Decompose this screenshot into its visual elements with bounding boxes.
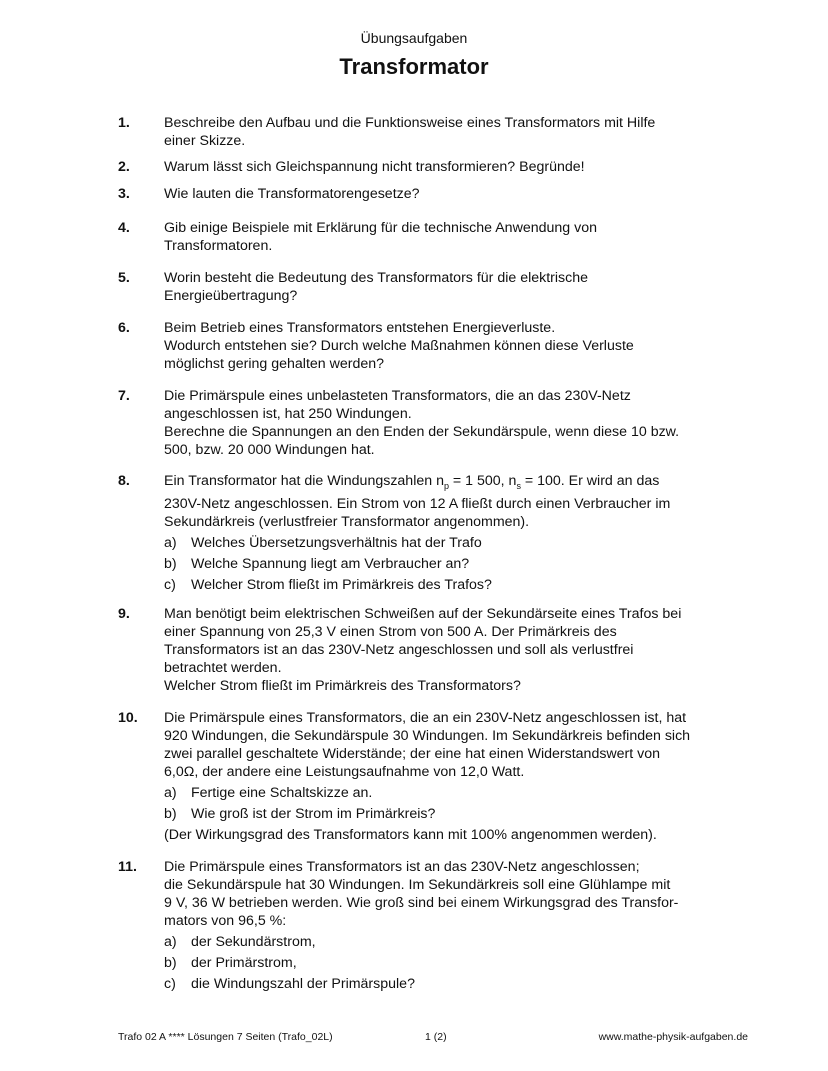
page-title: Transformator [339,54,489,79]
task-number: 2. [118,159,130,175]
subtask [164,534,754,552]
task-text-line: einer Skizze. [164,133,246,149]
task-text-line: mators von 96,5 %: [164,913,287,929]
task-number: 1. [118,115,130,131]
task-number: 5. [118,270,130,286]
task-number: 9. [118,606,130,622]
task-text-line: Welcher Strom fließt im Primärkreis des Transformators? [164,678,521,694]
task-text-line: angeschlossen ist, hat 250 Windungen. [164,406,412,422]
task-number: 4. [118,220,130,236]
task-text-line: Die Primärspule eines unbelasteten Transformators, die an das 230V-Netz [164,388,631,404]
footer-page-number: 1 (2) [425,1031,447,1043]
text-part: = 100. Er wird an das [520,473,660,489]
task-text-line: Energieübertragung? [164,288,298,304]
subtask [164,576,754,594]
footer-website[interactable]: www.mathe-physik-aufgaben.de [598,1031,748,1043]
subscript: p [443,480,449,491]
subtask-label: a) [164,785,177,801]
task-number: 10. [118,710,138,726]
task-text-line: Berechne die Spannungen an den Enden der Sekundärspule, wenn diese 10 bzw. [164,424,680,440]
task-text-line: Die Primärspule eines Transformators, die an ein 230V-Netz angeschlossen ist, hat [164,710,687,726]
subtask [164,555,754,573]
subtask-text: der Primärstrom, [191,955,297,971]
task-text-line: Man benötigt beim elektrischen Schweißen auf der Sekundärseite eines Trafos bei [164,606,682,622]
task-text-line: die Sekundärspule hat 30 Windungen. Im Sekundärkreis soll eine Glühlampe mit [164,877,671,893]
page-subtitle: Übungsaufgaben [360,30,468,46]
task-text-line: 6,0Ω, der andere eine Leistungsaufnahme von 12,0 Watt. [164,764,525,780]
task-number: 11. [118,859,137,875]
subtask-label: c) [164,976,176,992]
subtask-label: a) [164,534,177,551]
task-text-line: Die Primärspule eines Transformators ist an das 230V-Netz angeschlossen; [164,859,640,875]
task-text-line: betrachtet werden. [164,660,282,676]
subtask [164,975,754,993]
task-text-line: Warum lässt sich Gleichspannung nicht transformieren? Begründe! [164,159,585,175]
task-text-line [164,472,754,495]
footer-left: Trafo 02 A **** Lösungen 7 Seiten (Trafo_02L) [118,1031,333,1043]
subtask-text: Welches Übersetzungsverhältnis hat der Trafo [191,534,482,551]
subtask-text: die Windungszahl der Primärspule? [191,976,415,992]
task-text-line: Beschreibe den Aufbau und die Funktionsweise eines Transformators mit Hilfe [164,115,656,131]
task-text-line: 920 Windungen, die Sekundärspule 30 Windungen. Im Sekundärkreis befinden sich [164,728,691,744]
task-number: 6. [118,320,130,336]
task-text-line: Worin besteht die Bedeutung des Transformators für die elektrische [164,270,589,286]
task-text-line: möglichst gering gehalten werden? [164,356,385,372]
task-text-line: Beim Betrieb eines Transformators entstehen Energieverluste. [164,320,556,336]
task-text-line: Transformators ist an das 230V-Netz angeschlossen und soll als verlustfrei [164,642,634,658]
task-text-line: 9 V, 36 W betrieben werden. Wie groß sind bei einem Wirkungsgrad des Transfor- [164,895,679,911]
text-part: Ein Transformator hat die Windungszahlen n [164,473,444,489]
task-text-line: Transformatoren. [164,238,273,254]
subtask [164,784,754,802]
subtask [164,805,754,823]
subtask-label: b) [164,555,177,572]
task-text-line: zwei parallel geschaltete Widerstände; der eine hat einen Widerstandswert von [164,746,661,762]
subtask-label: b) [164,955,177,971]
task-text-line: 230V-Netz angeschlossen. Ein Strom von 12 A fließt durch einen Verbraucher im [164,495,671,512]
subtask-label: a) [164,934,177,950]
subtask-text: der Sekundärstrom, [191,934,316,950]
subtask [164,954,754,972]
task-text-line: Sekundärkreis (verlustfreier Transformator angenommen). [164,513,530,530]
subtask-text: Welcher Strom fließt im Primärkreis des Trafos? [191,576,492,593]
subtask-text: Welche Spannung liegt am Verbraucher an? [191,555,470,572]
task-text-line: 500, bzw. 20 000 Windungen hat. [164,442,375,458]
task-number: 3. [118,186,130,202]
task-text-line: Wodurch entstehen sie? Durch welche Maßnahmen können diese Verluste [164,338,634,354]
task-number: 8. [118,473,130,489]
subscript: s [516,480,521,491]
subtask [164,933,754,951]
subtask-text: Fertige eine Schaltskizze an. [191,785,373,801]
task-text-line: Gib einige Beispiele mit Erklärung für die technische Anwendung von [164,220,597,236]
task-text-line: Wie lauten die Transformatorengesetze? [164,186,420,202]
task-number: 7. [118,388,130,404]
task-text-line: einer Spannung von 25,3 V einen Strom von 500 A. Der Primärkreis des [164,624,617,640]
text-part: = 1 500, n [448,473,517,489]
subtask-text: Wie groß ist der Strom im Primärkreis? [191,806,436,822]
subtask-label: b) [164,806,177,822]
task-note: (Der Wirkungsgrad des Transformators kann mit 100% angenommen werden). [164,827,657,843]
subtask-label: c) [164,576,176,593]
